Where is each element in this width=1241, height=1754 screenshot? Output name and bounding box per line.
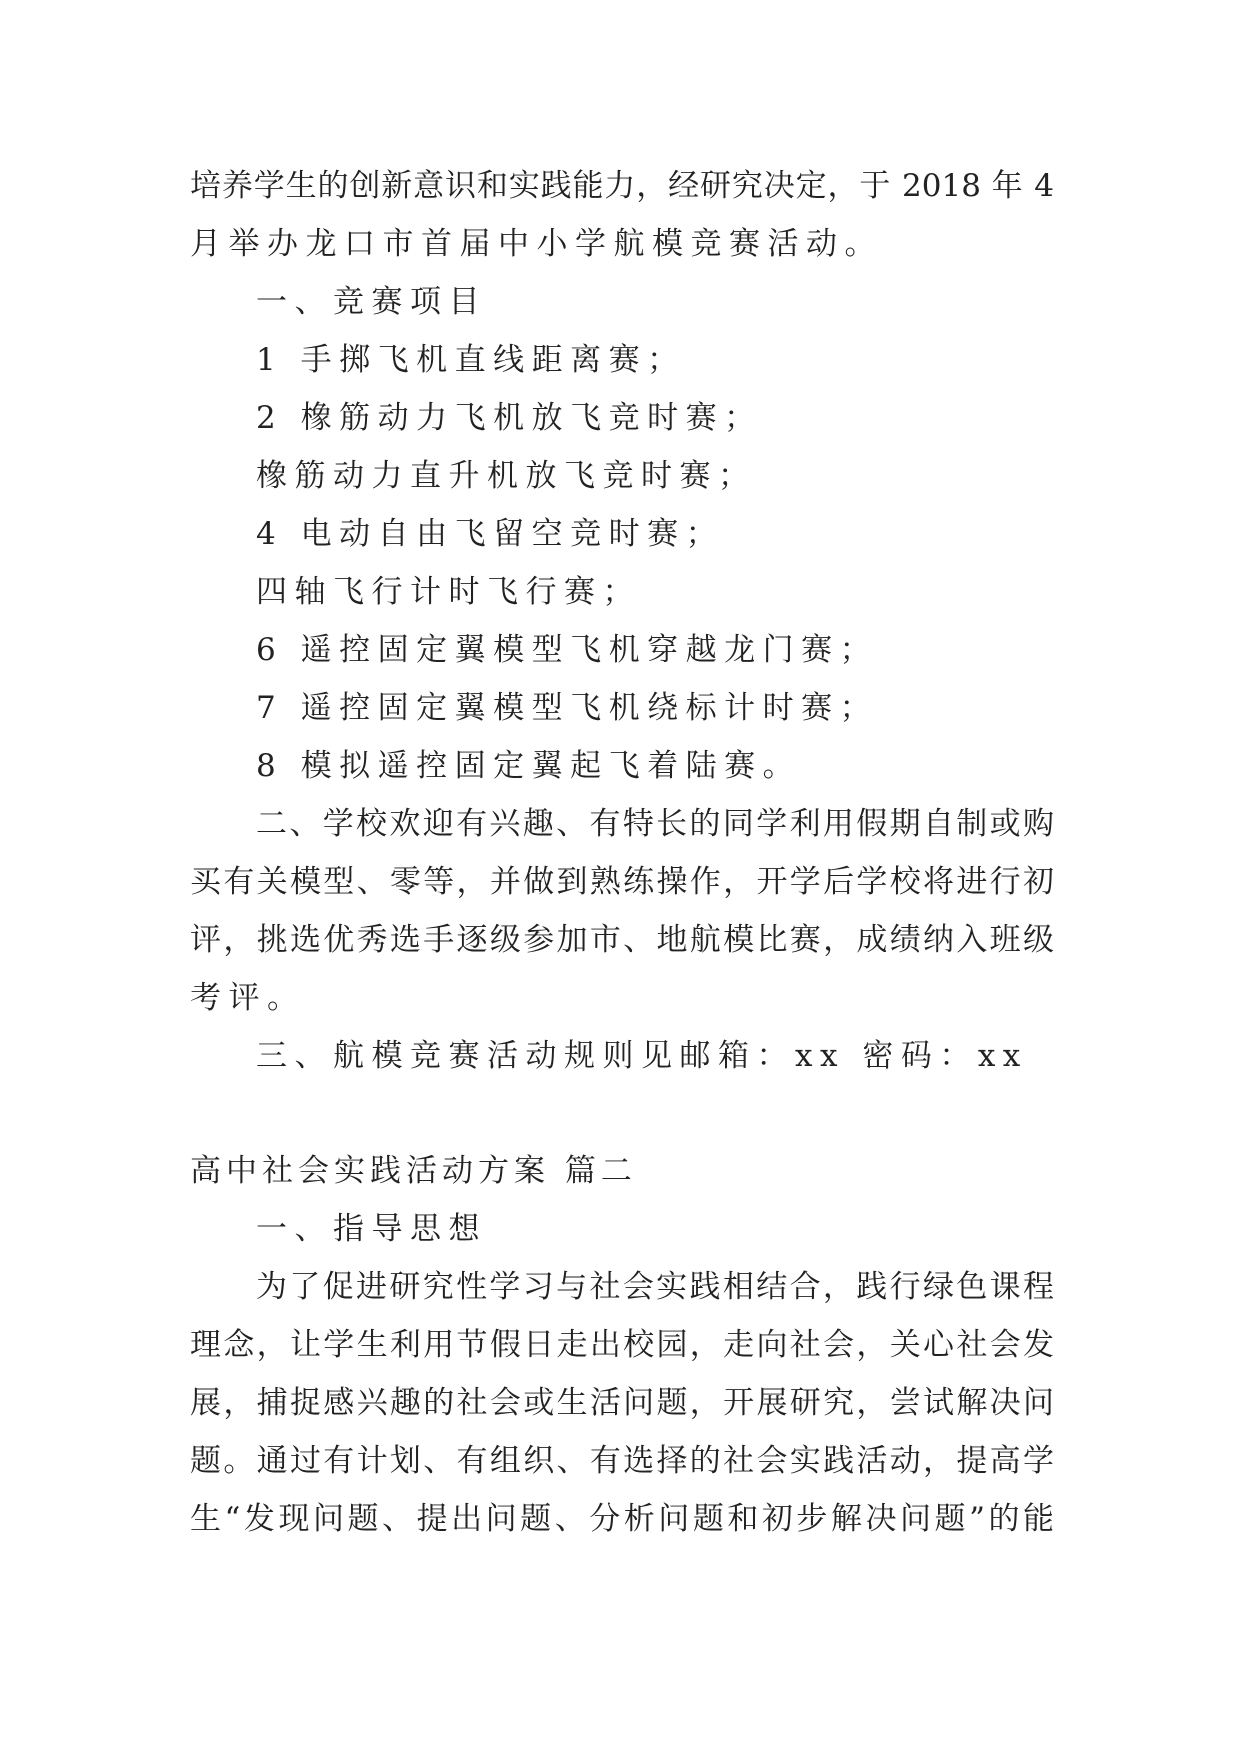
list-item: 橡筋动力直升机放飞竞时赛； — [256, 458, 757, 494]
section-heading: 一、指导思想 — [256, 1211, 487, 1247]
paragraph-line: 为了促进研究性学习与社会实践相结合，践行绿色课程 — [256, 1269, 1054, 1305]
list-item: 4 电动自由飞留空竞时赛； — [256, 516, 725, 552]
paragraph-line: 评，挑选优秀选手逐级参加市、地航模比赛，成绩纳入班级 — [190, 922, 1054, 958]
paragraph-line: 生“发现问题、提出问题、分析问题和初步解决问题”的能 — [190, 1501, 1054, 1537]
list-item: 2 橡筋动力飞机放飞竞时赛； — [256, 400, 763, 436]
paragraph-line: 三、航模竞赛活动规则见邮箱：xx 密码：xx — [256, 1038, 1028, 1074]
list-item: 四轴飞行计时飞行赛； — [256, 574, 641, 610]
section-heading: 一、竞赛项目 — [256, 284, 487, 320]
paragraph-line: 考评。 — [190, 980, 306, 1016]
list-item: 6 遥控固定翼模型飞机穿越龙门赛； — [256, 632, 879, 668]
paragraph-line: 月举办龙口市首届中小学航模竞赛活动。 — [190, 226, 883, 262]
paragraph-line: 题。通过有计划、有组织、有选择的社会实践活动，提高学 — [190, 1443, 1054, 1479]
paragraph-line: 培养学生的创新意识和实践能力，经研究决定，于 2018 年 4 — [190, 168, 1054, 204]
paragraph-line: 展，捕捉感兴趣的社会或生活问题，开展研究，尝试解决问 — [190, 1385, 1054, 1421]
section-title: 高中社会实践活动方案 篇二 — [190, 1153, 637, 1189]
paragraph-line: 理念，让学生利用节假日走出校园，走向社会，关心社会发 — [190, 1327, 1054, 1363]
list-item: 1 手掷飞机直线距离赛； — [256, 342, 686, 378]
paragraph-line: 二、学校欢迎有兴趣、有特长的同学利用假期自制或购 — [256, 806, 1054, 842]
list-item: 8 模拟遥控固定翼起飞着陆赛。 — [256, 748, 802, 784]
paragraph-line: 买有关模型、零等，并做到熟练操作，开学后学校将进行初 — [190, 864, 1054, 900]
list-item: 7 遥控固定翼模型飞机绕标计时赛； — [256, 690, 879, 726]
